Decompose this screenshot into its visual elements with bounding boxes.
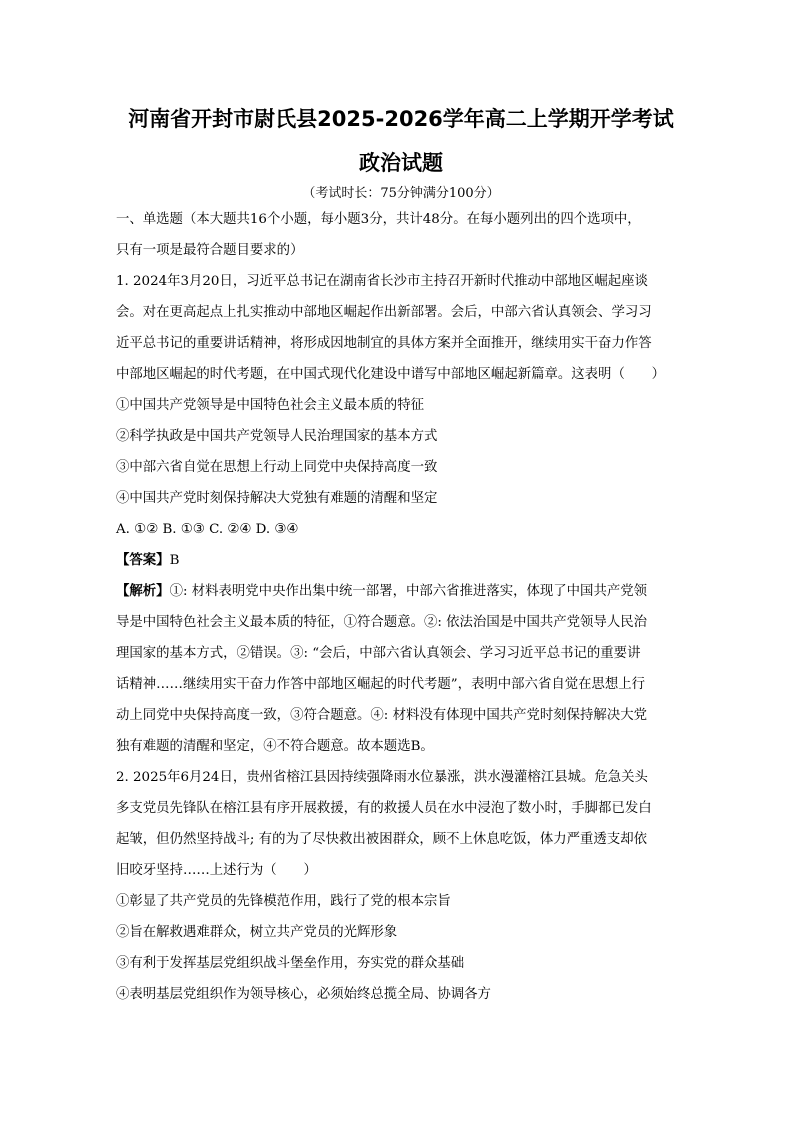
question-stem-line: 近平总书记的重要讲话精神，将形成因地制宜的具体方案并全面推开，继续用实干奋力作答 bbox=[116, 336, 652, 351]
question-option: ①中国共产党领导是中国特色社会主义最本质的特征 bbox=[116, 398, 424, 413]
question-option: ④中国共产党时刻保持解决大党独有难题的清醒和坚定 bbox=[116, 491, 438, 506]
analysis-line: 导是中国特色社会主义最本质的特征，①符合题意。②: 依法治国是中国共产党领导人民治 bbox=[116, 615, 647, 630]
question-stem-line: 多支党员先锋队在榕江县有序开展救援，有的救援人员在水中浸泡了数小时，手脚都已发白 bbox=[116, 801, 652, 816]
question-stem-line: 1. 2024年3月20日，习近平总书记在湖南省长沙市主持召开新时代推动中部地区崛起座谈 bbox=[116, 274, 648, 289]
analysis-line: 独有难题的清醒和坚定，④不符合题意。故本题选B。 bbox=[116, 739, 434, 754]
question-stem-line: 中部地区崛起的时代考题，在中国式现代化建设中谱写中部地区崛起新篇章。这表明（ ） bbox=[116, 367, 666, 382]
question-stem-line: 旧咬牙坚持……上述行为（ ） bbox=[116, 863, 317, 878]
question-option: ③中部六省自觉在思想上行动上同党中央保持高度一致 bbox=[116, 460, 438, 475]
analysis-tag: 【解析】 bbox=[116, 583, 170, 599]
question-option: ③有利于发挥基层党组织战斗堡垒作用，夯实党的群众基础 bbox=[116, 956, 465, 971]
question-option: ②旨在解救遇难群众，树立共产党员的光辉形象 bbox=[116, 925, 398, 940]
question-2 bbox=[116, 762, 686, 1010]
analysis-line bbox=[116, 576, 686, 607]
question-1 bbox=[116, 266, 686, 762]
section-intro-line: 只有一项是最符合题目要求的） bbox=[116, 243, 304, 258]
analysis-line: 动上同党中央保持高度一致，③符合题意。④: 材料没有体现中国共产党时刻保持解决大党 bbox=[116, 708, 647, 723]
analysis-line: 话精神……继续用实干奋力作答中部地区崛起的时代考题”，表明中部六省自觉在思想上行 bbox=[116, 677, 646, 692]
section-intro-line: 一、单选题（本大题共16个小题，每小题3分，共计48分。在每小题列出的四个选项中， bbox=[116, 212, 641, 227]
question-option: ①彰显了共产党员的先锋模范作用，践行了党的根本宗旨 bbox=[116, 894, 451, 909]
answer-tag: 【答案】 bbox=[116, 552, 170, 568]
analysis-text: ①: 材料表明党中央作出集中统一部署，中部六省推进落实，体现了中国共产党领 bbox=[169, 584, 647, 599]
question-stem-line: 2. 2025年6月24日，贵州省榕江县因持续强降雨水位暴涨，洪水漫灌榕江县城。危急关头 bbox=[116, 770, 648, 785]
document-title: 河南省开封市尉氏县2025-2026学年高二上学期开学考试 bbox=[128, 107, 674, 131]
section-single-choice bbox=[116, 204, 686, 266]
answer-choices: A. ①② B. ①③ C. ②④ D. ③④ bbox=[116, 522, 299, 537]
answer-value: B bbox=[169, 553, 180, 568]
document-subtitle: 政治试题 bbox=[359, 151, 443, 175]
exam-meta: （考试时长：75分钟满分100分） bbox=[302, 186, 500, 201]
question-stem-line: 会。对在更高起点上扎实推动中部地区崛起作出新部署。会后，中部六省认真领会、学习习 bbox=[116, 305, 652, 320]
analysis-line: 理国家的基本方式，②错误。③: “会后，中部六省认真领会、学习习近平总书记的重要讲 bbox=[116, 646, 641, 661]
question-option: ④表明基层党组织作为领导核心，必须始终总揽全局、协调各方 bbox=[116, 987, 491, 1002]
question-option: ②科学执政是中国共产党领导人民治理国家的基本方式 bbox=[116, 429, 438, 444]
answer-line bbox=[116, 545, 686, 576]
question-stem-line: 起皱，但仍然坚持战斗; 有的为了尽快救出被困群众，顾不上休息吃饭，体力严重透支却依 bbox=[116, 832, 647, 847]
